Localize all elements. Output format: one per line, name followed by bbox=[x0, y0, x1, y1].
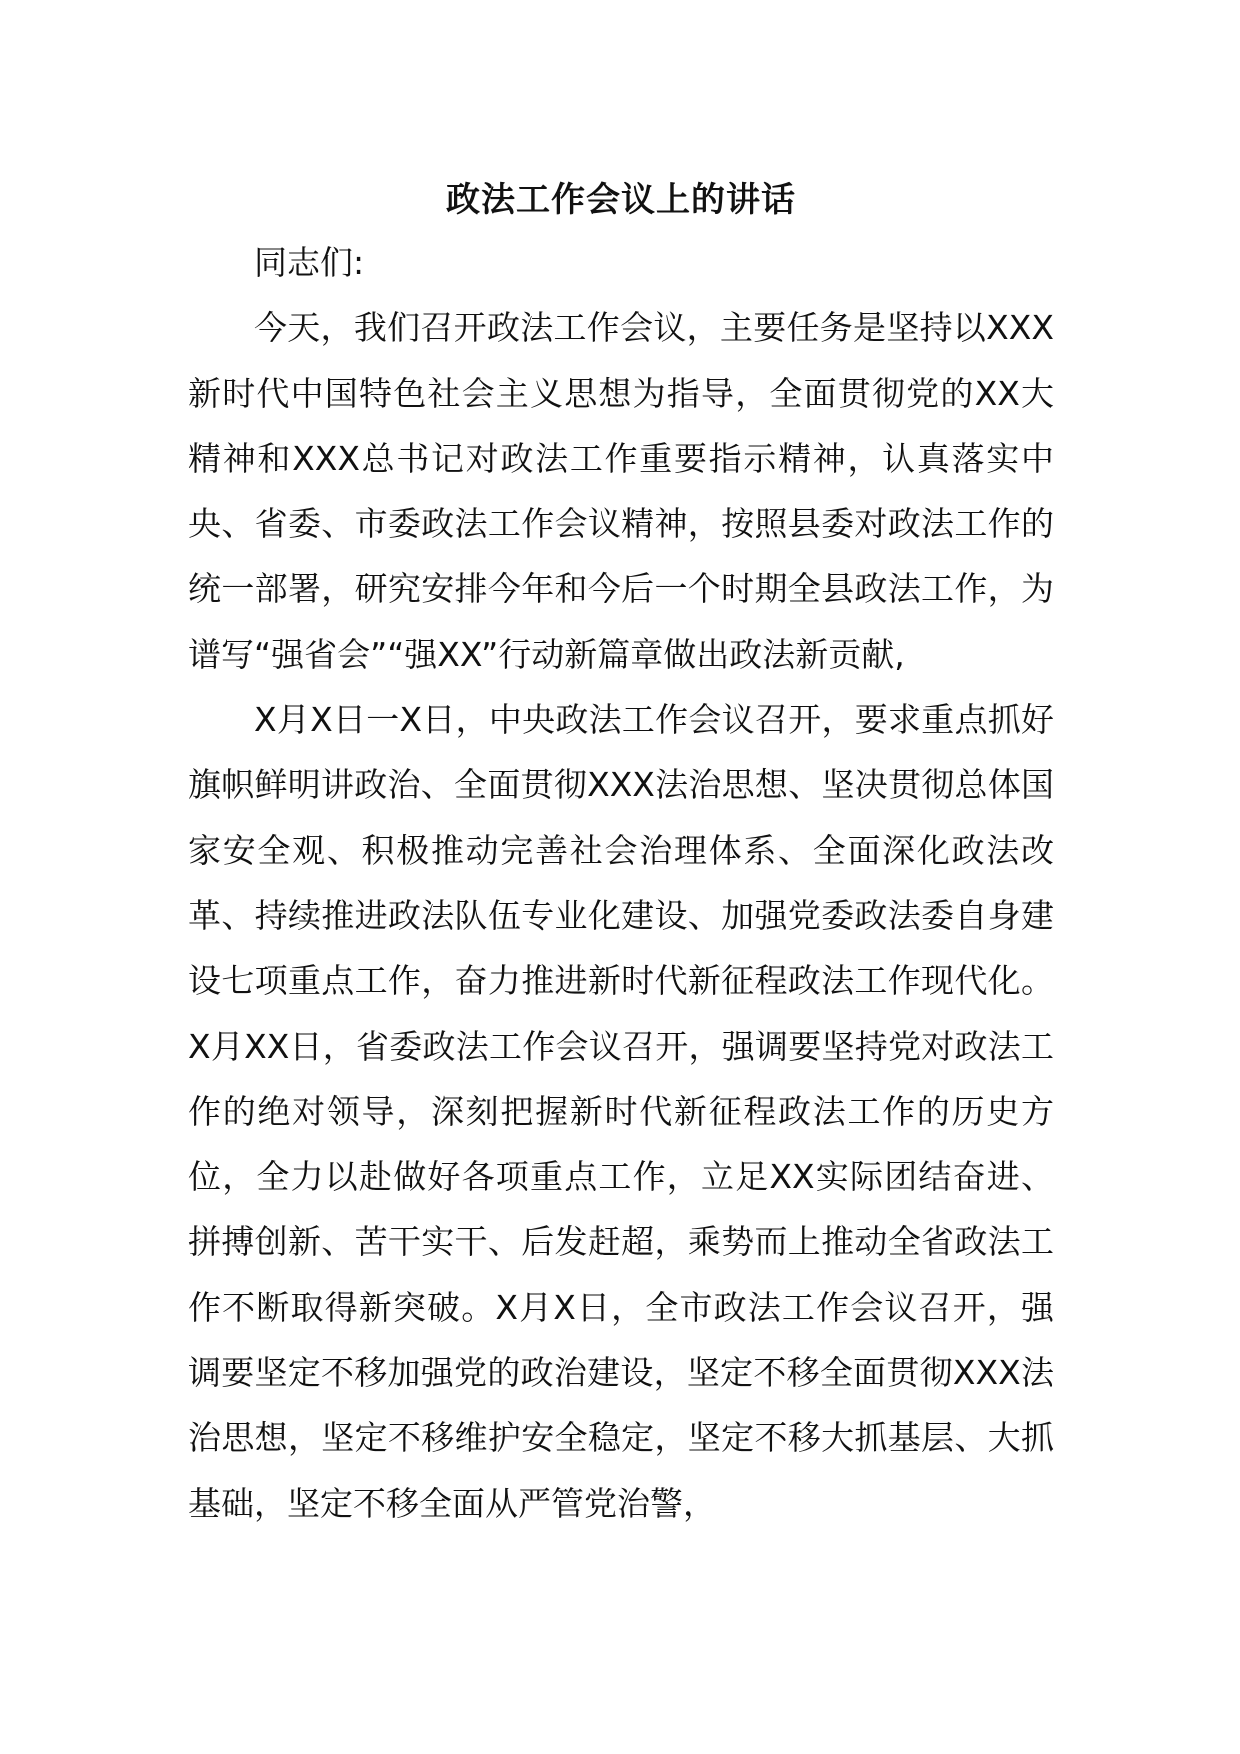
salutation: 同志们: bbox=[254, 243, 365, 282]
document-title: 政法工作会议上的讲话 bbox=[446, 180, 796, 220]
paragraph-meetings: X月X日一X日，中央政法工作会议召开，要求重点抓好旗帜鲜明讲政治、全面贯彻XXX法治思想、坚决贯彻总体国家安全观、积极推动完善社会治理体系、全面深化政法改革、持续推进政法队伍专业化建设、加强党委政法委自身建设七项重点工作，奋力推进新时代新征程政法工作现代化。X月XX日，省委政法工作会议召开，强调要坚持党对政法工作的绝对领导，深刻把握新时代新征程政法工作的历史方位，全力以赴做好各项重点工作，立足XX实际团结奋进、拼搏创新、苦干实干、后发赶超，乘势而上推动全省政法工作不断取得新突破。X月X日，全市政法工作会议召开，强调要坚定不移加强党的政治建设，坚定不移全面贯彻XXX法治思想，坚定不移维护安全稳定，坚定不移大抓基层、大抓基础，坚定不移全面从严管党治警， bbox=[188, 700, 1054, 1523]
document-body bbox=[188, 170, 1054, 1536]
paragraph-opening: 今天，我们召开政法工作会议，主要任务是坚持以XXX新时代中国特色社会主义思想为指导，全面贯彻党的XX大精神和XXX总书记对政法工作重要指示精神，认真落实中央、省委、市委政法工作会议精神，按照县委对政法工作的统一部署，研究安排今年和今后一个时期全县政法工作，为谱写“强省会”“强XX”行动新篇章做出政法新贡献, bbox=[188, 308, 1054, 674]
